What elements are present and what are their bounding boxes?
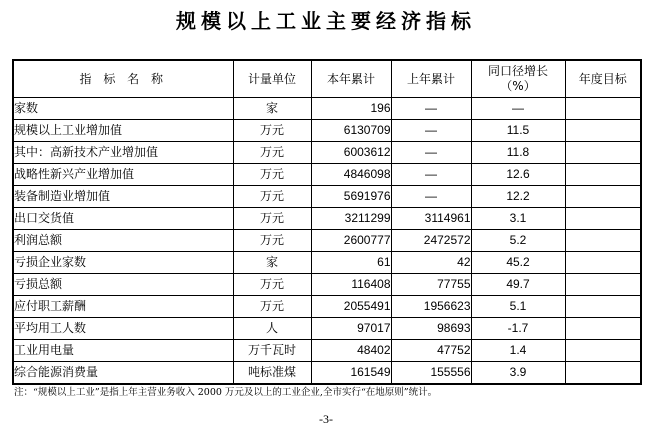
row-current: 4846098 (311, 164, 391, 186)
row-target (565, 208, 641, 230)
row-target (565, 274, 641, 296)
header-target: 年度目标 (565, 60, 641, 98)
row-unit: 万元 (233, 274, 311, 296)
row-target (565, 296, 641, 318)
row-current: 116408 (311, 274, 391, 296)
page-number: -3- (319, 412, 333, 426)
row-name: 亏损总额 (13, 274, 233, 296)
table-row (13, 120, 641, 142)
table-row (13, 274, 641, 296)
row-previous: 47752 (391, 340, 471, 362)
row-previous: — (391, 98, 471, 120)
footnote: 注：“规模以上工业”是指上年主营业务收入 2000 万元及以上的工业企业,全市实行“在地原则”统计。 (14, 387, 438, 398)
table-row (13, 340, 641, 362)
header-unit: 计量单位 (233, 60, 311, 98)
table-row (13, 318, 641, 340)
row-previous: 42 (391, 252, 471, 274)
row-growth: -1.7 (471, 318, 565, 340)
row-growth: 11.8 (471, 142, 565, 164)
row-name: 利润总额 (13, 230, 233, 252)
row-growth: 12.6 (471, 164, 565, 186)
row-current: 97017 (311, 318, 391, 340)
row-growth: 49.7 (471, 274, 565, 296)
row-previous: 2472572 (391, 230, 471, 252)
row-previous: 1956623 (391, 296, 471, 318)
row-growth: 45.2 (471, 252, 565, 274)
row-target (565, 362, 641, 385)
table-row (13, 98, 641, 120)
row-growth: 12.2 (471, 186, 565, 208)
row-target (565, 318, 641, 340)
row-target (565, 142, 641, 164)
row-target (565, 340, 641, 362)
row-unit: 万元 (233, 208, 311, 230)
row-unit: 万元 (233, 230, 311, 252)
row-previous: 77755 (391, 274, 471, 296)
row-growth: 5.1 (471, 296, 565, 318)
header-current: 本年累计 (311, 60, 391, 98)
row-target (565, 98, 641, 120)
header-growth (471, 60, 565, 98)
row-previous: — (391, 120, 471, 142)
row-name: 规模以上工业增加值 (13, 120, 233, 142)
table-row (13, 362, 641, 385)
row-unit: 家 (233, 252, 311, 274)
row-target (565, 120, 641, 142)
row-name: 平均用工人数 (13, 318, 233, 340)
row-unit: 万元 (233, 296, 311, 318)
row-unit: 万元 (233, 164, 311, 186)
page-title: 规模以上工业主要经济指标 (176, 9, 476, 33)
row-target (565, 230, 641, 252)
row-growth: 3.1 (471, 208, 565, 230)
row-target (565, 164, 641, 186)
row-name: 综合能源消费量 (13, 362, 233, 385)
row-unit: 家 (233, 98, 311, 120)
table-row (13, 230, 641, 252)
row-unit: 万元 (233, 186, 311, 208)
row-growth: 3.9 (471, 362, 565, 385)
table-row (13, 186, 641, 208)
row-previous: 3114961 (391, 208, 471, 230)
row-current: 61 (311, 252, 391, 274)
row-name: 战略性新兴产业增加值 (13, 164, 233, 186)
row-current: 2055491 (311, 296, 391, 318)
table-row (13, 252, 641, 274)
header-previous: 上年累计 (391, 60, 471, 98)
row-target (565, 252, 641, 274)
row-unit: 万千瓦时 (233, 340, 311, 362)
row-current: 5691976 (311, 186, 391, 208)
row-unit: 万元 (233, 120, 311, 142)
row-current: 161549 (311, 362, 391, 385)
row-name: 家数 (13, 98, 233, 120)
row-name: 应付职工薪酬 (13, 296, 233, 318)
row-current: 196 (311, 98, 391, 120)
row-previous: — (391, 142, 471, 164)
row-previous: — (391, 186, 471, 208)
row-unit: 吨标准煤 (233, 362, 311, 385)
row-unit: 人 (233, 318, 311, 340)
indicators-table (12, 59, 642, 385)
table-row (13, 164, 641, 186)
header-growth-line2: （%） (500, 79, 536, 93)
row-growth: 11.5 (471, 120, 565, 142)
header-name: 指 标 名 称 (13, 60, 233, 98)
row-current: 48402 (311, 340, 391, 362)
row-growth: 1.4 (471, 340, 565, 362)
row-previous: 98693 (391, 318, 471, 340)
row-name: 其中：高新技术产业增加值 (13, 142, 233, 164)
row-name: 装备制造业增加值 (13, 186, 233, 208)
row-previous: 155556 (391, 362, 471, 385)
table-header-row (13, 60, 641, 98)
row-previous: — (391, 164, 471, 186)
table-row (13, 208, 641, 230)
row-current: 6003612 (311, 142, 391, 164)
row-growth: 5.2 (471, 230, 565, 252)
table-row (13, 296, 641, 318)
row-name: 亏损企业家数 (13, 252, 233, 274)
row-current: 2600777 (311, 230, 391, 252)
table-row (13, 142, 641, 164)
header-growth-line1: 同口径增长 (487, 64, 548, 78)
row-current: 3211299 (311, 208, 391, 230)
row-target (565, 186, 641, 208)
row-unit: 万元 (233, 142, 311, 164)
row-growth: — (471, 98, 565, 120)
row-current: 6130709 (311, 120, 391, 142)
row-name: 工业用电量 (13, 340, 233, 362)
row-name: 出口交货值 (13, 208, 233, 230)
